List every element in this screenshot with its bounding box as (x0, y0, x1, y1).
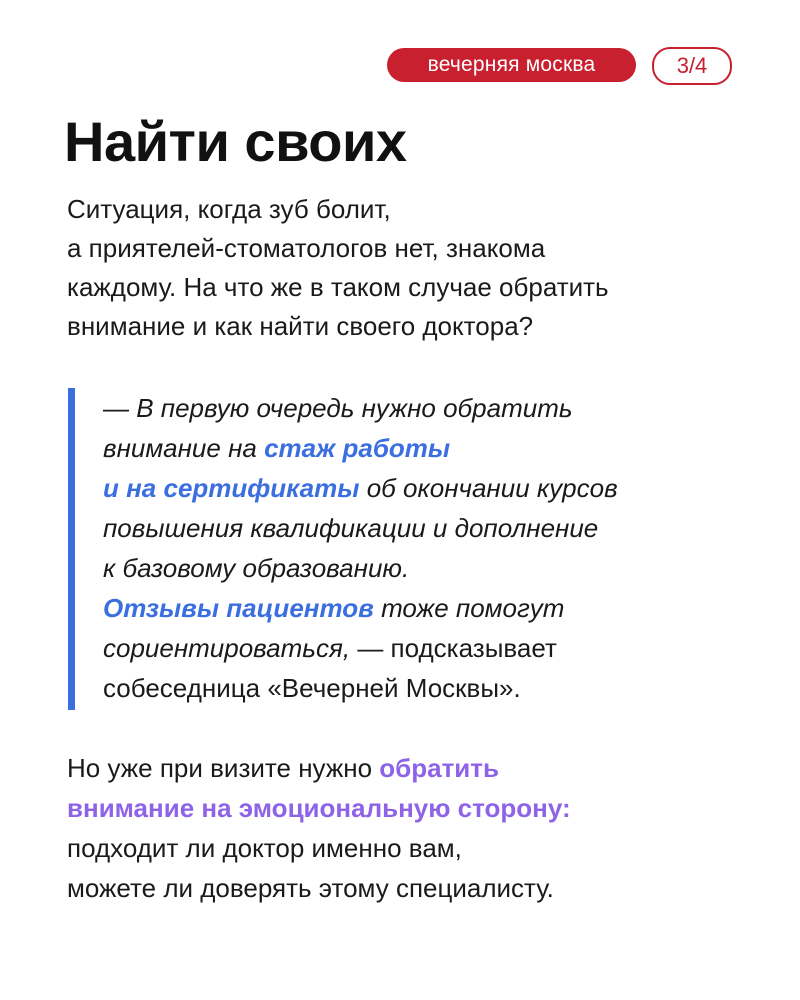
quote-text: внимание на (103, 433, 265, 463)
intro-line: а приятелей-стоматологов нет, знакома (67, 233, 546, 263)
quote-highlight-experience: стаж работы (264, 433, 451, 463)
intro-line: внимание и как найти своего доктора? (67, 311, 534, 341)
outro-paragraph (67, 748, 747, 908)
quote-text: к базовому образованию. (103, 553, 410, 583)
outro-highlight: обратить (379, 753, 499, 783)
quote-highlight-reviews: Отзывы пациентов (103, 593, 374, 623)
intro-paragraph (67, 190, 747, 346)
quote-accent-bar (68, 388, 75, 710)
quote-text: сориентироваться, (103, 633, 351, 663)
quote-attribution: собеседница «Вечерней Москвы». (103, 673, 521, 703)
quote-block (103, 388, 763, 708)
intro-line: каждому. На что же в таком случае обратить (67, 272, 609, 302)
outro-text: можете ли доверять этому специалисту. (67, 873, 554, 903)
page-title: Найти своих (64, 110, 407, 173)
quote-highlight-certificates: и на сертификаты (103, 473, 360, 503)
quote-text: тоже помогут (373, 593, 565, 623)
brand-badge: вечерняя москва (387, 48, 636, 82)
outro-text: подходит ли доктор именно вам, (67, 833, 462, 863)
intro-line: Ситуация, когда зуб болит, (67, 194, 391, 224)
quote-text: — В первую очередь нужно обратить (103, 393, 573, 423)
quote-text: повышения квалификации и дополнение (103, 513, 599, 543)
page-counter: 3/4 (652, 47, 732, 85)
quote-attribution: — подсказывает (350, 633, 557, 663)
quote-text: об окончании курсов (359, 473, 618, 503)
outro-highlight: внимание на эмоциональную сторону: (67, 793, 571, 823)
outro-text: Но уже при визите нужно (67, 753, 380, 783)
